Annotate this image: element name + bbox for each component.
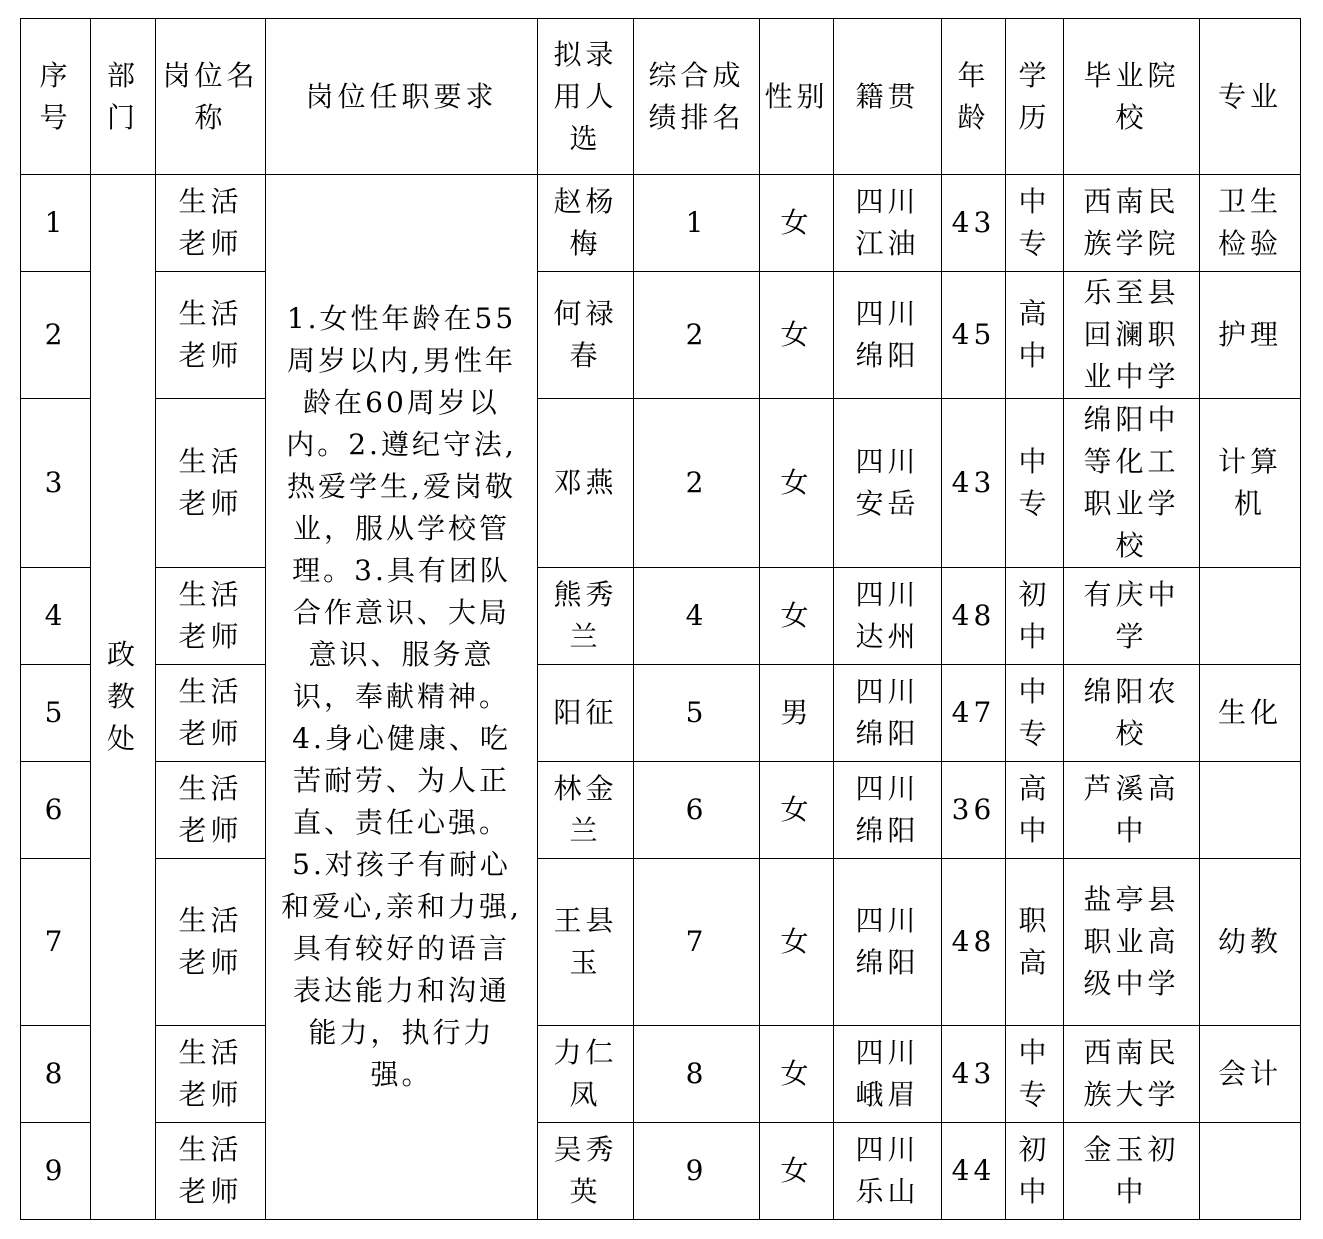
graduated-school-cell: 西南民族学院 (1064, 175, 1200, 272)
overall-rank-cell: 7 (634, 859, 760, 1026)
candidate-name-cell: 吴秀英 (538, 1123, 634, 1220)
education-cell: 高中 (1006, 272, 1064, 399)
candidate-name-cell: 赵杨梅 (538, 175, 634, 272)
row-number-cell: 5 (21, 665, 91, 762)
department-cell: 政教处 (91, 175, 156, 1220)
header-requirements: 岗位任职要求 (266, 19, 538, 175)
age-cell: 36 (942, 762, 1006, 859)
position-name-cell: 生活老师 (156, 272, 266, 399)
header-school: 毕业院校 (1064, 19, 1200, 175)
candidate-name-cell: 力仁凤 (538, 1026, 634, 1123)
major-cell: 幼教 (1200, 859, 1301, 1026)
gender-cell: 女 (760, 175, 834, 272)
graduated-school-cell: 盐亭县职业高级中学 (1064, 859, 1200, 1026)
overall-rank-cell: 2 (634, 272, 760, 399)
position-name-cell: 生活老师 (156, 175, 266, 272)
overall-rank-cell: 4 (634, 568, 760, 665)
native-place-cell: 四川绵阳 (834, 859, 942, 1026)
position-name-cell: 生活老师 (156, 859, 266, 1026)
row-number-cell: 6 (21, 762, 91, 859)
table-body (21, 175, 1301, 1220)
table-row (21, 568, 1301, 665)
row-number-cell: 3 (21, 399, 91, 568)
candidate-table (20, 18, 1301, 1220)
native-place-cell: 四川绵阳 (834, 665, 942, 762)
candidate-name-cell: 阳征 (538, 665, 634, 762)
education-cell: 中专 (1006, 399, 1064, 568)
graduated-school-cell: 西南民族大学 (1064, 1026, 1200, 1123)
row-number-cell: 8 (21, 1026, 91, 1123)
age-cell: 45 (942, 272, 1006, 399)
age-cell: 44 (942, 1123, 1006, 1220)
education-cell: 中专 (1006, 175, 1064, 272)
candidate-name-cell: 何禄春 (538, 272, 634, 399)
candidate-name-cell: 熊秀兰 (538, 568, 634, 665)
age-cell: 43 (942, 175, 1006, 272)
gender-cell: 女 (760, 1123, 834, 1220)
native-place-cell: 四川乐山 (834, 1123, 942, 1220)
position-name-cell: 生活老师 (156, 1123, 266, 1220)
gender-cell: 女 (760, 1026, 834, 1123)
graduated-school-cell: 绵阳中等化工职业学校 (1064, 399, 1200, 568)
row-number-cell: 4 (21, 568, 91, 665)
graduated-school-cell: 金玉初中 (1064, 1123, 1200, 1220)
education-cell: 初中 (1006, 1123, 1064, 1220)
graduated-school-cell: 有庆中学 (1064, 568, 1200, 665)
gender-cell: 女 (760, 762, 834, 859)
overall-rank-cell: 8 (634, 1026, 760, 1123)
row-number-cell: 1 (21, 175, 91, 272)
gender-cell: 女 (760, 568, 834, 665)
header-row (21, 19, 1301, 175)
native-place-cell: 四川安岳 (834, 399, 942, 568)
header-department: 部门 (91, 19, 156, 175)
major-cell (1200, 1123, 1301, 1220)
header-major: 专业 (1200, 19, 1301, 175)
major-cell (1200, 568, 1301, 665)
position-name-cell: 生活老师 (156, 665, 266, 762)
table-row (21, 1123, 1301, 1220)
table-row (21, 1026, 1301, 1123)
education-cell: 中专 (1006, 665, 1064, 762)
header-rank: 综合成绩排名 (634, 19, 760, 175)
row-number-cell: 7 (21, 859, 91, 1026)
candidate-name-cell: 林金兰 (538, 762, 634, 859)
major-cell (1200, 762, 1301, 859)
row-number-cell: 9 (21, 1123, 91, 1220)
major-cell: 计算机 (1200, 399, 1301, 568)
table-row (21, 665, 1301, 762)
gender-cell: 女 (760, 272, 834, 399)
major-cell: 卫生检验 (1200, 175, 1301, 272)
position-name-cell: 生活老师 (156, 1026, 266, 1123)
row-number-cell: 2 (21, 272, 91, 399)
table-row (21, 859, 1301, 1026)
native-place-cell: 四川绵阳 (834, 272, 942, 399)
table-row (21, 175, 1301, 272)
age-cell: 48 (942, 859, 1006, 1026)
position-name-cell: 生活老师 (156, 568, 266, 665)
position-name-cell: 生活老师 (156, 762, 266, 859)
education-cell: 中专 (1006, 1026, 1064, 1123)
native-place-cell: 四川达州 (834, 568, 942, 665)
age-cell: 43 (942, 399, 1006, 568)
native-place-cell: 四川江油 (834, 175, 942, 272)
header-origin: 籍贯 (834, 19, 942, 175)
overall-rank-cell: 5 (634, 665, 760, 762)
overall-rank-cell: 1 (634, 175, 760, 272)
native-place-cell: 四川绵阳 (834, 762, 942, 859)
header-education: 学历 (1006, 19, 1064, 175)
table-row (21, 762, 1301, 859)
overall-rank-cell: 6 (634, 762, 760, 859)
overall-rank-cell: 9 (634, 1123, 760, 1220)
header-no: 序号 (21, 19, 91, 175)
graduated-school-cell: 芦溪高中 (1064, 762, 1200, 859)
major-cell: 会计 (1200, 1026, 1301, 1123)
graduated-school-cell: 乐至县回澜职业中学 (1064, 272, 1200, 399)
requirements-cell: 1.女性年龄在55周岁以内,男性年龄在60周岁以内。2.遵纪守法,热爱学生,爱岗敬业，服从学校管理。3.具有团队合作意识、大局意识、服务意识，奉献精神。4.身心健康、吃苦耐劳、为人正直、责任心强。5.对孩子有耐心和爱心,亲和力强,具有较好的语言表达能力和沟通能力，执行力强。 (266, 175, 538, 1220)
education-cell: 职高 (1006, 859, 1064, 1026)
major-cell: 护理 (1200, 272, 1301, 399)
table-row (21, 272, 1301, 399)
header-position: 岗位名称 (156, 19, 266, 175)
native-place-cell: 四川峨眉 (834, 1026, 942, 1123)
position-name-cell: 生活老师 (156, 399, 266, 568)
candidate-name-cell: 邓燕 (538, 399, 634, 568)
age-cell: 48 (942, 568, 1006, 665)
age-cell: 43 (942, 1026, 1006, 1123)
gender-cell: 女 (760, 399, 834, 568)
gender-cell: 女 (760, 859, 834, 1026)
candidate-name-cell: 王县玉 (538, 859, 634, 1026)
header-candidate: 拟录用人选 (538, 19, 634, 175)
major-cell: 生化 (1200, 665, 1301, 762)
gender-cell: 男 (760, 665, 834, 762)
graduated-school-cell: 绵阳农校 (1064, 665, 1200, 762)
age-cell: 47 (942, 665, 1006, 762)
header-age: 年龄 (942, 19, 1006, 175)
overall-rank-cell: 2 (634, 399, 760, 568)
education-cell: 初中 (1006, 568, 1064, 665)
table-row (21, 399, 1301, 568)
education-cell: 高中 (1006, 762, 1064, 859)
header-gender: 性别 (760, 19, 834, 175)
